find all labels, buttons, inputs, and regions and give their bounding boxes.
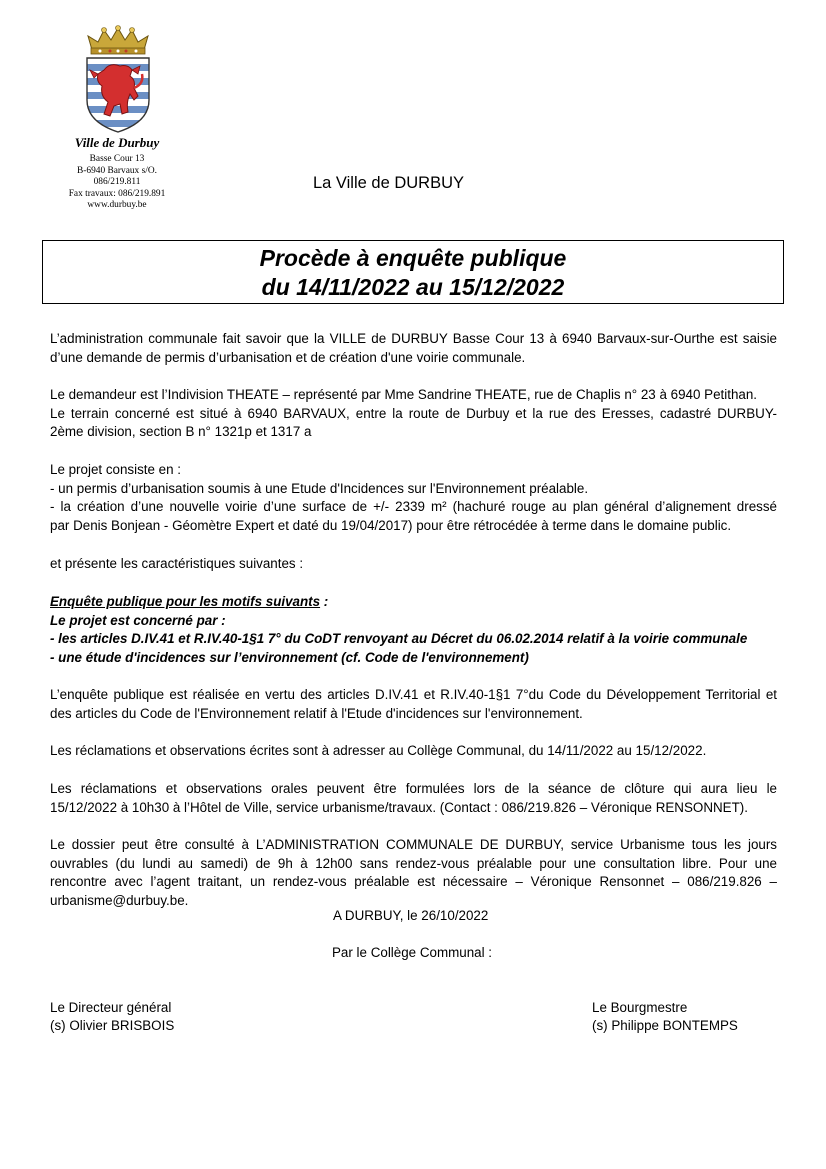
notice-title: Procède à enquête publique bbox=[259, 245, 567, 271]
text-line: 15/12/2022 à 10h30 à l’Hôtel de Ville, service urbanisme/travaux. (Contact : 086/219.826 – Véronique RENSONNET). bbox=[50, 799, 748, 815]
notice-dates: du 14/11/2022 au 15/12/2022 bbox=[261, 274, 565, 300]
motifs-colon: : bbox=[320, 594, 329, 609]
phone-line: 086/219.811 bbox=[93, 177, 141, 187]
signature-left-name: (s) Olivier BRISBOIS bbox=[50, 1018, 175, 1033]
page-heading: La Ville de DURBUY bbox=[313, 174, 465, 192]
text-line: d’une demande de permis d’urbanisation et de création d'une voirie communale. bbox=[50, 349, 526, 365]
paragraph-project bbox=[50, 461, 777, 535]
text-line: urbanisme@durbuy.be. bbox=[50, 892, 189, 908]
text-line: ouvrables (du lundi au samedi) de 9h à 12h00 sans rendez-vous préalable pour une consultation libre. Pour une bbox=[50, 855, 777, 871]
place-date: A DURBUY, le 26/10/2022 bbox=[333, 908, 489, 923]
website-line: www.durbuy.be bbox=[87, 200, 147, 210]
text-line: - un permis d’urbanisation soumis à une Etude d'Incidences sur l'Environnement préalable. bbox=[50, 480, 589, 496]
shield-icon bbox=[80, 58, 156, 134]
paragraph-applicant bbox=[50, 386, 777, 442]
text-line: L’enquête publique est réalisée en vertu des articles D.IV.41 et R.IV.40-1§1 7°du Code du Développement Territorial et bbox=[50, 687, 777, 702]
text-line: Le dossier peut être consulté à L’ADMINISTRATION COMMUNALE DE DURBUY, service Urbanisme tous les jours bbox=[50, 837, 777, 852]
notice-title-box bbox=[42, 240, 784, 304]
address-line: Basse Cour 13 bbox=[89, 154, 145, 164]
signature-left-title: Le Directeur général bbox=[50, 1000, 172, 1015]
text-line: Les réclamations et observations écrites sont à adresser au Collège Communal, du 14/11/2022 au 15/12/2022. bbox=[50, 743, 707, 758]
motif-line: Le projet est concerné par : bbox=[50, 612, 226, 628]
text-line: rencontre avec l’agent traitant, un rendez-vous préalable est nécessaire – Véronique Rensonnet – 086/219.826 – bbox=[50, 874, 777, 889]
college-line: Par le Collège Communal : bbox=[332, 945, 493, 960]
text-line: et présente les caractéristiques suivantes : bbox=[50, 556, 304, 571]
paragraph-written-claims bbox=[50, 742, 777, 761]
text-line: Le terrain concerné est situé à 6940 BARVAUX, entre la route de Durbuy et la rue des Eresses, cadastré DURBUY- bbox=[50, 405, 777, 421]
paragraph-consultation bbox=[50, 836, 777, 910]
text-line: Le projet consiste en : bbox=[50, 462, 182, 477]
paragraph-intro bbox=[50, 330, 777, 367]
motif-line: - une étude d'incidences sur l’environnement (cf. Code de l'environnement) bbox=[50, 649, 529, 665]
signature-right-name: (s) Philippe BONTEMPS bbox=[592, 1018, 738, 1033]
org-name: Ville de Durbuy bbox=[74, 135, 160, 150]
motifs-section bbox=[50, 593, 777, 667]
motifs-title: Enquête publique pour les motifs suivants bbox=[50, 594, 321, 609]
text-line: Le demandeur est l’Indivision THEATE – représenté par Mme Sandrine THEATE, rue de Chaplis n° 23 à 6940 Petithan. bbox=[50, 387, 758, 402]
paragraph-oral-claims bbox=[50, 780, 777, 817]
paragraph-characteristics bbox=[50, 555, 777, 574]
text-line: des articles du Code de l'Environnement relatif à l'Etude d'incidences sur l'environnement. bbox=[50, 705, 583, 721]
text-line: - la création d’une nouvelle voirie d’une surface de +/- 2339 m² (hachuré rouge au plan général d’alignement dressé bbox=[50, 499, 777, 514]
crown-icon bbox=[88, 26, 148, 55]
coat-of-arms-logo bbox=[80, 24, 156, 134]
signature-right-title: Le Bourgmestre bbox=[592, 1000, 688, 1015]
motif-line: - les articles D.IV.41 et R.IV.40-1§1 7° du CoDT renvoyant au Décret du 06.02.2014 relatif à la voirie communale bbox=[50, 631, 748, 646]
text-line: par Denis Bonjean - Géomètre Expert et daté du 19/04/2017) pour être rétrocédée à terme dans le domaine public. bbox=[50, 517, 732, 533]
text-line: L’administration communale fait savoir que la VILLE de DURBUY Basse Cour 13 à 6940 Barvaux-sur-Ourthe est saisie bbox=[50, 331, 777, 346]
text-line: 2ème division, section B n° 1321p et 1317 a bbox=[50, 424, 312, 439]
paragraph-legal-basis bbox=[50, 686, 777, 723]
address-line: B-6940 Barvaux s/O. bbox=[77, 165, 157, 176]
fax-line: Fax travaux: 086/219.891 bbox=[68, 188, 166, 199]
text-line: Les réclamations et observations orales peuvent être formulées lors de la séance de clôture qui aura lieu le bbox=[50, 781, 777, 796]
